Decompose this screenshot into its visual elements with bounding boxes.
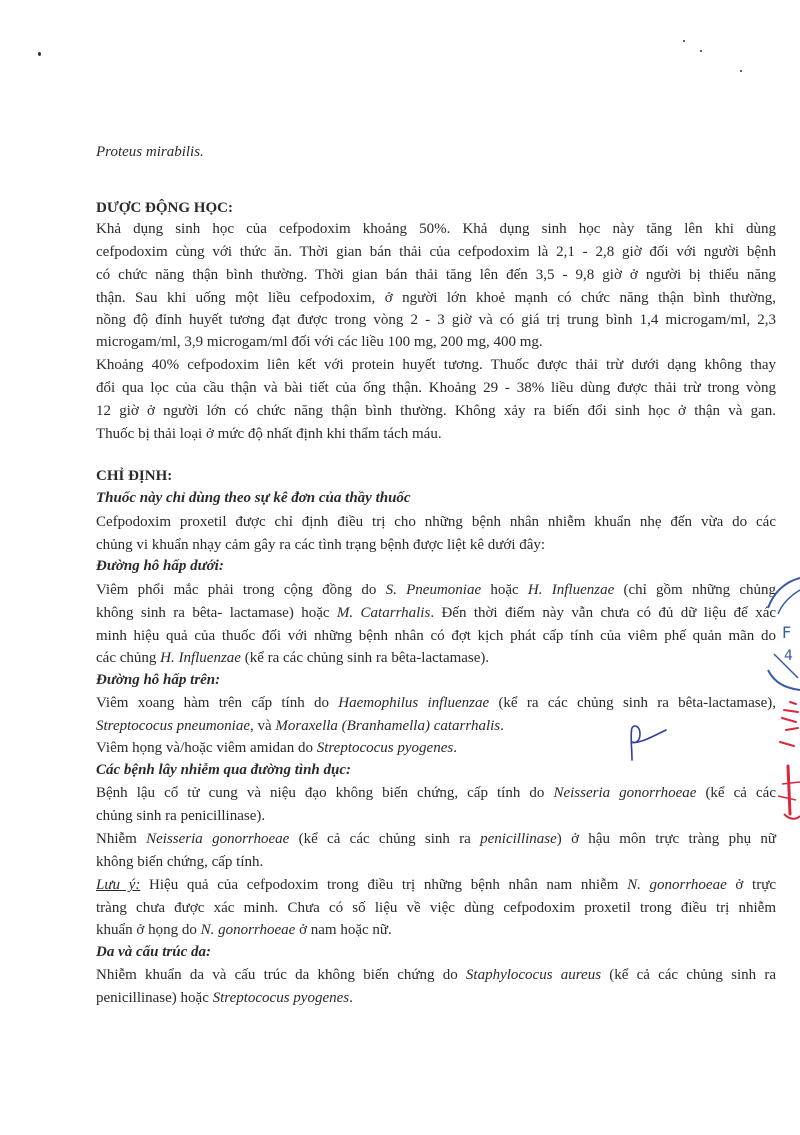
- std-line: Bệnh lậu cổ tử cung và niệu đạo không biến chứng, cấp tính do Neisseria gonorrhoeae (kể cả các: [96, 785, 776, 801]
- handwritten-initial-signature: [620, 720, 680, 770]
- skin-title: Da và cấu trúc da:: [96, 944, 211, 960]
- scan-speck: [683, 40, 685, 42]
- note-label: Lưu ý:: [96, 877, 141, 893]
- pk-line: Thuốc bị thải loại ở mức độ nhất định khi thẩm tách máu.: [96, 426, 442, 442]
- scan-speck: [38, 52, 41, 56]
- std-line: khuẩn ở họng do N. gonorrhoeae ở nam hoặc nữ.: [96, 922, 392, 938]
- upper-resp-title: Đường hô hấp trên:: [96, 672, 221, 688]
- upper-resp-line: Viêm xoang hàm trên cấp tính do Haemophilus influenzae (kể ra các chủng sinh ra bêta-lactamase),: [96, 695, 776, 711]
- std-line: tràng chưa được xác minh. Chưa có số liệu về việc dùng cefpodoxim proxetil trong điều trị nhiễm: [96, 900, 776, 916]
- skin-line: penicillinase) hoặc Streptococus pyogenes.: [96, 990, 353, 1006]
- skin-line: Nhiễm khuẩn da và cấu trúc da không biến chứng do Staphylococus aureus (kể cả các chủng sinh ra: [96, 967, 776, 983]
- pk-line: nồng độ đỉnh huyết tương đạt được trong vòng 2 - 3 giờ và có giá trị trung bình 1,4 microgam/ml, 2,3: [96, 312, 776, 328]
- pk-line: Khả dụng sinh học của cefpodoxim khoảng 50%. Khả dụng sinh học này tăng lên khi dùng: [96, 221, 776, 237]
- pk-line: 12 giờ ở người lớn có chức năng thận bình thường. Không xảy ra biến đổi sinh học ở thận và gan.: [96, 403, 776, 419]
- indications-heading: CHỈ ĐỊNH:: [96, 468, 173, 484]
- lower-resp-line: Viêm phổi mắc phải trong cộng đồng do S. Pneumoniae hoặc H. Influenzae (chỉ gồm những chủng: [96, 582, 776, 598]
- std-note-line: Lưu ý: Hiệu quả của cefpodoxim trong điều trị những bệnh nhân nam nhiễm N. gonorrhoeae ở trực: [96, 877, 776, 893]
- std-line: Nhiễm Neisseria gonorrhoeae (kể cả các chủng sinh ra penicillinase) ở hậu môn trực tràng phụ nữ: [96, 831, 777, 847]
- pk-line: có chức năng thận bình thường. Thời gian bán thải tăng lên đến 3,5 - 9,8 giờ ở người bị thiểu năng: [96, 267, 776, 283]
- pk-line: đổi qua lọc của cầu thận và bài tiết của ống thận. Khoảng 29 - 38% liều dùng được thải trừ trong vòng: [96, 380, 776, 396]
- lower-resp-title: Đường hô hấp dưới:: [96, 558, 224, 574]
- pk-heading: DƯỢC ĐỘNG HỌC:: [96, 200, 233, 216]
- pk-line: thận. Sau khi uống một liều cefpodoxim, ở người lớn khoẻ mạnh có chức năng thận bình thường,: [96, 290, 776, 306]
- scan-speck: [740, 70, 742, 72]
- rx-note: Thuốc này chỉ dùng theo sự kê đơn của thầy thuốc: [96, 490, 411, 506]
- indications-intro-line: Cefpodoxim proxetil được chỉ định điều trị cho những bệnh nhân nhiễm khuẩn nhẹ đến vừa do các: [96, 514, 776, 530]
- std-title: Các bệnh lây nhiễm qua đường tình dục:: [96, 762, 351, 778]
- std-line: không biến chứng, cấp tính.: [96, 854, 264, 870]
- pk-line: cefpodoxim cùng với thức ăn. Thời gian bán thải của cefpodoxim là 2,1 - 2,8 giờ đối với người bệnh: [96, 244, 776, 260]
- svg-text:F: F: [782, 623, 792, 642]
- indications-intro-line: chủng vi khuẩn nhạy cảm gây ra các tình trạng bệnh được liệt kê dưới đây:: [96, 537, 546, 553]
- upper-resp-line: Streptococus pneumoniae, và Moraxella (Branhamella) catarrhalis.: [96, 718, 504, 734]
- upper-resp-line: Viêm họng và/hoặc viêm amidan do Streptococus pyogenes.: [96, 740, 457, 756]
- std-line: chủng sinh ra penicillinase).: [96, 808, 266, 824]
- pk-line: Khoảng 40% cefpodoxim liên kết với protein huyết tương. Thuốc được thải trừ dưới dạng không thay: [96, 357, 776, 373]
- partial-stamp-graphic: [760, 570, 800, 860]
- organism-line: Proteus mirabilis.: [96, 144, 204, 160]
- scan-speck: [700, 50, 702, 52]
- lower-resp-line: không sinh ra bêta- lactamase) hoặc M. Catarrhalis. Đến thời điểm này vẫn chưa có đủ dữ liệu để xác: [96, 605, 777, 621]
- pk-line: microgam/ml, 3,9 microgam/ml đối với các liều 100 mg, 200 mg, 400 mg.: [96, 334, 543, 350]
- lower-resp-line: minh hiệu quả của thuốc đối với những bệnh nhân có đợt kịch phát cấp tính của viêm phế quản mãn do: [96, 628, 776, 644]
- lower-resp-line: các chủng H. Influenzae (kể ra các chủng sinh ra bêta-lactamase).: [96, 650, 490, 666]
- svg-text:4: 4: [784, 648, 793, 664]
